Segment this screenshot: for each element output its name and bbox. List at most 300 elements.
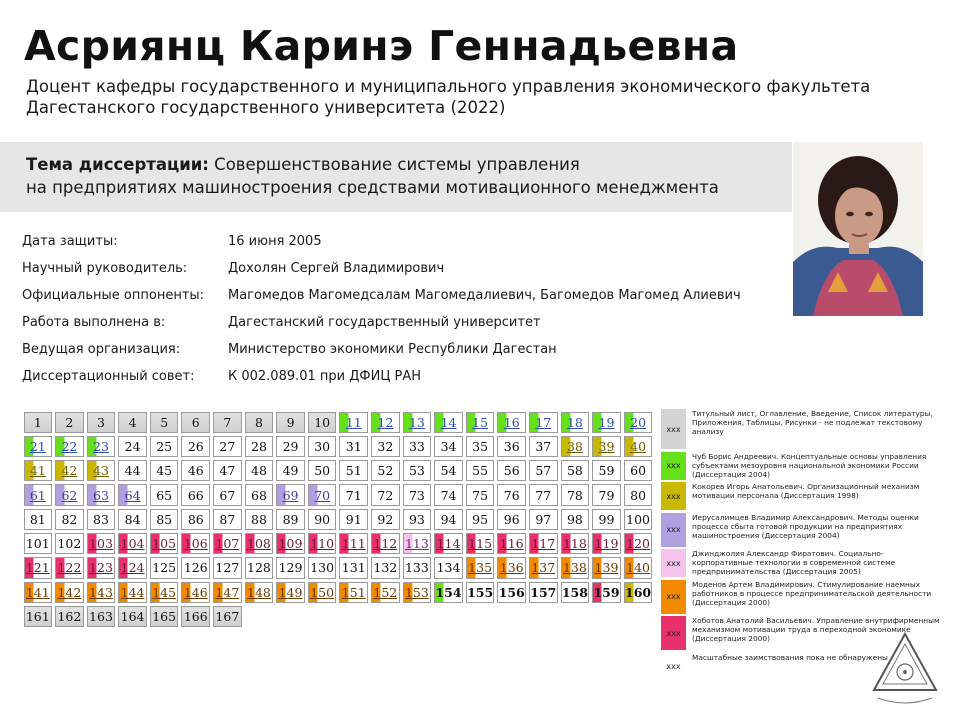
page-cell-10	[308, 412, 337, 433]
page-number: 2	[65, 414, 74, 430]
page-number: 89	[282, 511, 299, 527]
legend-text: Джинджолия Александр Фиратович. Социально-корпоративные технологии в современной системе предпринимательства (Диссертация 2005)	[692, 549, 896, 576]
page-cell-94	[434, 509, 463, 530]
page-cell-79	[592, 484, 621, 505]
page-cell-33	[403, 436, 432, 457]
page-cell-18[interactable]	[561, 412, 590, 433]
page-number: 92	[377, 511, 394, 527]
page-cell-36	[497, 436, 526, 457]
page-cell-60	[624, 460, 653, 481]
page-cell-14[interactable]	[434, 412, 463, 433]
page-number: 152	[373, 584, 398, 600]
legend-text: Иерусалимцев Владимир Александрович. Методы оценки процесса сбыта готовой продукции на предприятиях машиностроения (Диссертация 2004)	[692, 512, 919, 540]
page-cell-56	[497, 460, 526, 481]
page-number: 100	[626, 511, 650, 527]
page-number: 15	[472, 414, 489, 430]
page-cell-138[interactable]	[561, 557, 590, 578]
detail-label: Работа выполнена в:	[22, 315, 166, 330]
page-cell-141[interactable]	[24, 582, 53, 603]
page-cell-22[interactable]	[55, 436, 84, 457]
page-number: 150	[310, 584, 335, 600]
page-number: 104	[120, 536, 145, 552]
legend-swatch: xxx	[661, 549, 686, 577]
page-number: 140	[626, 560, 650, 576]
page-number: 144	[120, 584, 145, 600]
legend-item-pink	[661, 549, 943, 577]
page-cell-121[interactable]	[24, 557, 53, 578]
page-cell-125	[150, 557, 179, 578]
page-cell-23[interactable]	[87, 436, 116, 457]
page-cell-32	[371, 436, 400, 457]
legend-text: Титульный лист, Оглавление, Введение, Список литературы, Приложения, Таблицы, Рисунки - не подлежат текстовому анализу	[692, 409, 933, 436]
legend-text: Моденов Артем Владимирович. Стимулирование наемных работников в процессе предпринимательской деятельности (Диссертация 2000)	[692, 579, 932, 607]
page-number: 118	[562, 536, 587, 552]
page-number: 57	[535, 463, 552, 479]
page-number: 95	[472, 511, 489, 527]
page-number: 148	[247, 584, 271, 600]
page-cell-111[interactable]	[339, 533, 368, 554]
page-number: 135	[468, 560, 493, 576]
page-cell-86	[181, 509, 210, 530]
page-cell-116[interactable]	[497, 533, 526, 554]
page-cell-123[interactable]	[87, 557, 116, 578]
page-number: 106	[183, 536, 208, 552]
page-number: 117	[531, 536, 556, 552]
page-cell-67	[213, 484, 242, 505]
page-number: 132	[373, 560, 398, 576]
page-number: 166	[183, 609, 208, 625]
page-number: 159	[593, 584, 620, 600]
page-number: 107	[215, 536, 240, 552]
page-cell-148[interactable]	[245, 582, 274, 603]
page-cell-59	[592, 460, 621, 481]
page-cell-118[interactable]	[561, 533, 590, 554]
page-cell-146[interactable]	[181, 582, 210, 603]
page-number: 155	[467, 584, 494, 600]
page-cell-25	[150, 436, 179, 457]
page-number: 49	[282, 463, 299, 479]
page-cell-115[interactable]	[466, 533, 495, 554]
page-cell-19[interactable]	[592, 412, 621, 433]
page-cell-109[interactable]	[276, 533, 305, 554]
page-cell-106[interactable]	[181, 533, 210, 554]
page-number: 51	[345, 463, 362, 479]
theme-line-2: на предприятиях машиностроения средствами мотивационного менеджмента	[26, 178, 719, 197]
page-cell-128	[245, 557, 274, 578]
page-number: 108	[247, 536, 271, 552]
page-number: 130	[310, 560, 335, 576]
page-number: 43	[93, 463, 109, 479]
page-number: 63	[93, 487, 109, 503]
page-cell-29	[276, 436, 305, 457]
page-cell-31	[339, 436, 368, 457]
page-number: 123	[89, 560, 113, 576]
page-number: 25	[156, 438, 173, 454]
page-number: 129	[278, 560, 303, 576]
page-number: 33	[408, 438, 425, 454]
page-number: 142	[57, 584, 82, 600]
position-text: Доцент кафедры государственного и муниципального управления экономического факультета Дагестанского государственного университета (2022)	[26, 77, 871, 117]
page-number: 39	[598, 438, 615, 454]
page-cell-17[interactable]	[529, 412, 558, 433]
page-number: 44	[124, 463, 141, 479]
page-cell-127	[213, 557, 242, 578]
page-cell-21[interactable]	[24, 436, 53, 457]
page-number: 54	[440, 463, 457, 479]
page-cell-105[interactable]	[150, 533, 179, 554]
page-cell-112[interactable]	[371, 533, 400, 554]
page-cell-158	[561, 582, 590, 603]
page-number: 93	[408, 511, 425, 527]
page-cell-91	[339, 509, 368, 530]
page-cell-15[interactable]	[466, 412, 495, 433]
page-number: 149	[278, 584, 303, 600]
page-cell-65	[150, 484, 179, 505]
page-number: 28	[251, 438, 267, 454]
page-number: 137	[531, 560, 556, 576]
legend-swatch: xxx	[661, 580, 686, 614]
page-number: 127	[215, 560, 240, 576]
page-cell-11[interactable]	[339, 412, 368, 433]
page-cell-99	[592, 509, 621, 530]
page-number: 7	[223, 414, 232, 430]
page-number: 67	[219, 487, 236, 503]
page-number: 153	[404, 584, 429, 600]
page-cell-85	[150, 509, 179, 530]
page-cell-63[interactable]	[87, 484, 116, 505]
legend-text: Хоботов Анатолий Васильевич. Управление внутрифирменным механизмом мотивации труда в переходной экономике (Диссертация 2000)	[692, 616, 940, 643]
page-cell-53	[403, 460, 432, 481]
page-cell-147[interactable]	[213, 582, 242, 603]
page-number: 75	[472, 487, 489, 503]
page-number: 101	[25, 536, 50, 552]
page-cell-83	[87, 509, 116, 530]
page-cell-140[interactable]	[624, 557, 653, 578]
page-cell-144[interactable]	[118, 582, 147, 603]
page-number: 156	[498, 584, 525, 600]
page-cell-47	[213, 460, 242, 481]
page-number: 11	[345, 414, 362, 430]
page-cell-40[interactable]	[624, 436, 653, 457]
page-cell-73	[403, 484, 432, 505]
page-number: 6	[191, 414, 200, 430]
page-number: 22	[61, 438, 78, 454]
page-cell-45	[150, 460, 179, 481]
page-cell-74	[434, 484, 463, 505]
detail-value: Дагестанский государственный университет	[228, 315, 541, 330]
page-cell-113[interactable]	[403, 533, 432, 554]
page-number: 37	[535, 438, 552, 454]
page-cell-149[interactable]	[276, 582, 305, 603]
page-cell-66	[181, 484, 210, 505]
page-cell-164	[118, 606, 147, 627]
page-number: 165	[152, 609, 177, 625]
page-number: 13	[408, 414, 425, 430]
page-number: 71	[345, 487, 362, 503]
page-cell-124[interactable]	[118, 557, 147, 578]
legend-item-lavender	[661, 513, 943, 547]
page-number: 84	[124, 511, 141, 527]
detail-value: 16 июня 2005	[228, 234, 322, 249]
page-number: 83	[93, 511, 109, 527]
page-cell-150[interactable]	[308, 582, 337, 603]
page-number: 3	[97, 414, 105, 430]
page-number: 8	[254, 414, 263, 430]
page-cell-137[interactable]	[529, 557, 558, 578]
legend-text: Масштабные заимствования пока не обнаружены	[692, 652, 888, 662]
page-number: 113	[404, 536, 429, 552]
legend-text: Кокорев Игорь Анатольевич. Организационный механизм мотивации персонала (Диссертация 1998)	[692, 482, 920, 500]
legend-item-grey	[661, 409, 943, 449]
page-cell-49	[276, 460, 305, 481]
page-number: 78	[566, 487, 583, 503]
page-cell-95	[466, 509, 495, 530]
legend-swatch: xxx	[661, 513, 686, 547]
page-cell-135[interactable]	[466, 557, 495, 578]
page-number: 21	[29, 438, 46, 454]
page-number: 26	[187, 438, 204, 454]
page-number: 18	[566, 414, 583, 430]
page-number: 45	[156, 463, 173, 479]
detail-label: Диссертационный совет:	[22, 369, 195, 384]
page-cell-43[interactable]	[87, 460, 116, 481]
detail-value: Магомедов Магомедсалам Магомедалиевич, Багомедов Магомед Алиевич	[228, 288, 741, 303]
page-number: 90	[314, 511, 331, 527]
page-number: 59	[598, 463, 615, 479]
page-number: 128	[247, 560, 271, 576]
page-number: 116	[499, 536, 524, 552]
page-cell-104[interactable]	[118, 533, 147, 554]
page-cell-152[interactable]	[371, 582, 400, 603]
page-cell-48	[245, 460, 274, 481]
page-cell-1	[24, 412, 53, 433]
detail-label: Научный руководитель:	[22, 261, 188, 276]
page-cell-160	[624, 582, 653, 603]
page-number: 58	[566, 463, 583, 479]
page-cell-117[interactable]	[529, 533, 558, 554]
page-cell-8	[245, 412, 274, 433]
detail-value: К 002.089.01 при ДФИЦ РАН	[228, 369, 422, 384]
page-number: 56	[503, 463, 520, 479]
page-number: 9	[286, 414, 295, 430]
page-cell-108[interactable]	[245, 533, 274, 554]
page-number: 65	[156, 487, 173, 503]
page-number: 85	[156, 511, 173, 527]
page-number: 102	[57, 536, 82, 552]
page-number: 161	[25, 609, 50, 625]
page-cell-126	[181, 557, 210, 578]
page-cell-157	[529, 582, 558, 603]
page-number: 97	[535, 511, 552, 527]
page-number: 4	[128, 414, 137, 430]
detail-label: Ведущая организация:	[22, 342, 181, 357]
page-cell-72	[371, 484, 400, 505]
page-cell-7	[213, 412, 242, 433]
page-number: 145	[152, 584, 177, 600]
page-cell-155	[466, 582, 495, 603]
page-number: 42	[61, 463, 78, 479]
page-cell-39[interactable]	[592, 436, 621, 457]
page-cell-100	[624, 509, 653, 530]
page-number: 122	[57, 560, 82, 576]
page-number: 38	[566, 438, 583, 454]
page-number: 53	[408, 463, 425, 479]
page-number: 109	[278, 536, 303, 552]
page-cell-97	[529, 509, 558, 530]
detail-label: Официальные оппоненты:	[22, 288, 205, 303]
page-cell-38[interactable]	[561, 436, 590, 457]
legend-swatch: xxx	[661, 409, 686, 449]
page-cell-71	[339, 484, 368, 505]
page-number: 111	[341, 536, 366, 552]
page-cell-103[interactable]	[87, 533, 116, 554]
page-cell-110[interactable]	[308, 533, 337, 554]
page-number: 126	[183, 560, 208, 576]
page-cell-102	[55, 533, 84, 554]
page-cell-4	[118, 412, 147, 433]
page-cell-156	[497, 582, 526, 603]
page-cell-119[interactable]	[592, 533, 621, 554]
page-cell-20[interactable]	[624, 412, 653, 433]
page-cell-2	[55, 412, 84, 433]
page-cell-70[interactable]	[308, 484, 337, 505]
page-cell-69[interactable]	[276, 484, 305, 505]
page-number: 98	[566, 511, 583, 527]
page-number: 77	[535, 487, 552, 503]
theme-line-1: Совершенствование системы управления	[214, 155, 580, 174]
legend-swatch: xxx	[661, 653, 686, 681]
page-cell-120[interactable]	[624, 533, 653, 554]
page-number: 87	[219, 511, 236, 527]
page-cell-98	[561, 509, 590, 530]
page-number: 133	[404, 560, 429, 576]
dissertation-theme	[26, 153, 786, 199]
page-number: 76	[503, 487, 520, 503]
page-cell-68	[245, 484, 274, 505]
page-cell-78	[561, 484, 590, 505]
page-cell-129	[276, 557, 305, 578]
page-number: 64	[124, 487, 141, 503]
page-number: 110	[310, 536, 335, 552]
page-cell-61[interactable]	[24, 484, 53, 505]
page-number: 50	[314, 463, 331, 479]
page-number: 124	[120, 560, 145, 576]
page-cell-142[interactable]	[55, 582, 84, 603]
legend-item-green	[661, 452, 943, 480]
page-cell-46	[181, 460, 210, 481]
page-cell-122[interactable]	[55, 557, 84, 578]
page-number: 114	[436, 536, 461, 552]
page-cell-90	[308, 509, 337, 530]
page-cell-58	[561, 460, 590, 481]
page-number: 74	[440, 487, 457, 503]
page-number: 52	[377, 463, 394, 479]
page-cell-16[interactable]	[497, 412, 526, 433]
page-cell-101	[24, 533, 53, 554]
page-cell-145[interactable]	[150, 582, 179, 603]
page-number: 47	[219, 463, 236, 479]
page-cell-13[interactable]	[403, 412, 432, 433]
page-number: 40	[630, 438, 647, 454]
page-cell-50	[308, 460, 337, 481]
page-cell-139[interactable]	[592, 557, 621, 578]
page-number: 29	[282, 438, 299, 454]
page-cell-151[interactable]	[339, 582, 368, 603]
page-cell-26	[181, 436, 210, 457]
page-number: 119	[594, 536, 619, 552]
page-cell-143[interactable]	[87, 582, 116, 603]
page-cell-92	[371, 509, 400, 530]
page-number: 70	[314, 487, 331, 503]
page-number: 103	[89, 536, 113, 552]
page-number: 158	[561, 584, 588, 600]
page-cell-107[interactable]	[213, 533, 242, 554]
page-cell-41[interactable]	[24, 460, 53, 481]
page-number: 96	[503, 511, 520, 527]
dissernet-seal	[870, 630, 940, 714]
page-number: 151	[341, 584, 366, 600]
page-cell-96	[497, 509, 526, 530]
page-number: 125	[152, 560, 177, 576]
page-number: 154	[435, 584, 462, 600]
page-number: 31	[345, 438, 362, 454]
page-cell-167	[213, 606, 242, 627]
page-number: 94	[440, 511, 457, 527]
legend-swatch: xxx	[661, 452, 686, 480]
legend-item-olive	[661, 482, 943, 510]
page-number: 88	[251, 511, 267, 527]
page-number: 141	[25, 584, 50, 600]
page-number: 112	[373, 536, 398, 552]
page-cell-57	[529, 460, 558, 481]
detail-label: Дата защиты:	[22, 234, 118, 249]
page-number: 10	[314, 414, 331, 430]
page-number: 66	[187, 487, 204, 503]
page-number: 162	[57, 609, 82, 625]
page-number: 16	[503, 414, 520, 430]
page-cell-75	[466, 484, 495, 505]
page-cell-166	[181, 606, 210, 627]
page-cell-81	[24, 509, 53, 530]
portrait-photo	[793, 142, 923, 316]
page-number: 41	[29, 463, 46, 479]
page-cell-62[interactable]	[55, 484, 84, 505]
page-cell-42[interactable]	[55, 460, 84, 481]
page-number: 138	[562, 560, 587, 576]
page-cell-84	[118, 509, 147, 530]
page-number: 146	[183, 584, 208, 600]
page-cell-153[interactable]	[403, 582, 432, 603]
page-number: 167	[215, 609, 240, 625]
page-cell-55	[466, 460, 495, 481]
page-number: 60	[630, 463, 647, 479]
page-cell-34	[434, 436, 463, 457]
page-cell-114[interactable]	[434, 533, 463, 554]
page-number: 68	[251, 487, 267, 503]
page-cell-12[interactable]	[371, 412, 400, 433]
page-cell-77	[529, 484, 558, 505]
page-cell-136[interactable]	[497, 557, 526, 578]
legend-item-orange	[661, 580, 943, 614]
detail-value: Министерство экономики Республики Дагестан	[228, 342, 557, 357]
page-cell-130	[308, 557, 337, 578]
page-cell-3	[87, 412, 116, 433]
theme-label: Тема диссертации:	[26, 155, 209, 174]
legend-swatch: xxx	[661, 616, 686, 650]
page-number: 32	[377, 438, 394, 454]
page-cell-64[interactable]	[118, 484, 147, 505]
page-number: 19	[598, 414, 615, 430]
